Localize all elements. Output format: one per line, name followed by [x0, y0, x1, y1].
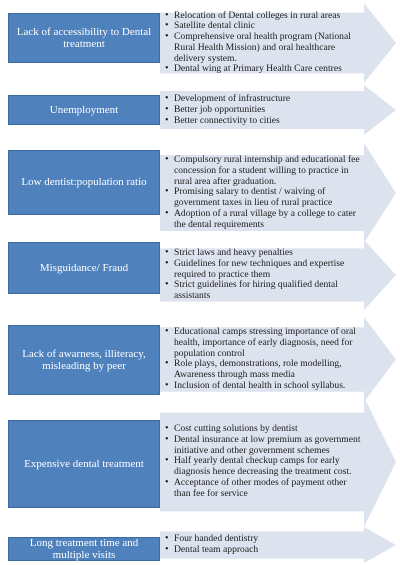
solution-item: • Comprehensive oral health program (National Rural Health Mission) and oral healthcare delivery system. — [164, 32, 364, 64]
cause-box — [8, 150, 160, 215]
solution-list — [164, 424, 364, 500]
cause-label: Long treatment time and multiple visits — [29, 536, 139, 561]
solution-item: • Dental wing at Primary Health Care centres — [164, 64, 364, 75]
cause-box — [8, 242, 160, 294]
cause-box — [8, 537, 160, 561]
solution-arrow — [160, 3, 396, 83]
solution-item: • Four handed dentistry — [164, 534, 364, 545]
solution-item: • Role plays, demonstrations, role modelling, Awareness through mass media — [164, 359, 364, 381]
cause-box — [8, 95, 160, 125]
cause-label: Lack of awarness, illiteracy, misleading by peer — [22, 347, 146, 372]
solution-item: • Better connectivity to cities — [164, 116, 364, 127]
solution-arrow — [160, 527, 396, 563]
solution-item: • Promising salary to dentist / waiving of government taxes in lieu of rural practice — [164, 187, 364, 209]
cause-label: Expensive dental treatment — [24, 457, 144, 470]
cause-box — [8, 13, 160, 63]
solution-item: • Adoption of a rural village by a college to cater the dental requirements — [164, 209, 364, 231]
cause-label: Unemployment — [49, 103, 119, 116]
solution-arrow — [160, 85, 396, 135]
solution-item: • Half yearly dental checkup camps for early diagnosis hence decreasing the treatment cost. — [164, 456, 364, 478]
cause-label: Low dentist:population ratio — [21, 176, 147, 189]
solution-item: • Satellite dental clinic — [164, 21, 364, 32]
solution-list — [164, 155, 364, 231]
solution-list — [164, 248, 364, 302]
cause-box — [8, 325, 160, 395]
solution-item: • Dental team approach — [164, 545, 364, 556]
solution-item: • Cost cutting solutions by dentist — [164, 424, 364, 435]
solution-item: • Development of infrastructure — [164, 94, 364, 105]
solution-item: • Better job opportunities — [164, 105, 364, 116]
solution-item: • Strict guidelines for hiring qualified dental assistants — [164, 280, 364, 302]
solution-arrow — [160, 397, 396, 527]
solution-list — [164, 534, 364, 556]
cause-box — [8, 420, 160, 508]
solution-item: • Strict laws and heavy penalties — [164, 248, 364, 259]
cause-label: Misguidance/ Fraud — [39, 261, 129, 274]
solution-arrow — [160, 240, 396, 310]
solution-item: • Dental insurance at low premium as government initiative and other government schemes — [164, 435, 364, 457]
solution-list — [164, 94, 364, 126]
solution-item: • Guidelines for new techniques and expertise required to practice them — [164, 259, 364, 281]
solution-list — [164, 327, 364, 392]
solution-arrow — [160, 143, 396, 243]
solution-item: • Acceptance of other modes of payment other than fee for service — [164, 478, 364, 500]
solution-item: • Inclusion of dental health in school syllabus. — [164, 381, 364, 392]
solution-item: • Compulsory rural internship and educational fee concession for a student willing to practice in rural area after graduation. — [164, 155, 364, 187]
cause-label: Lack of accessibility to Dental treatment — [16, 25, 152, 50]
solution-item: • Relocation of Dental colleges in rural areas — [164, 11, 364, 22]
solution-item: • Educational camps stressing importance of oral health, importance of early diagnosis, need for population control — [164, 327, 364, 359]
solution-arrow — [160, 317, 396, 402]
solution-list — [164, 11, 364, 76]
